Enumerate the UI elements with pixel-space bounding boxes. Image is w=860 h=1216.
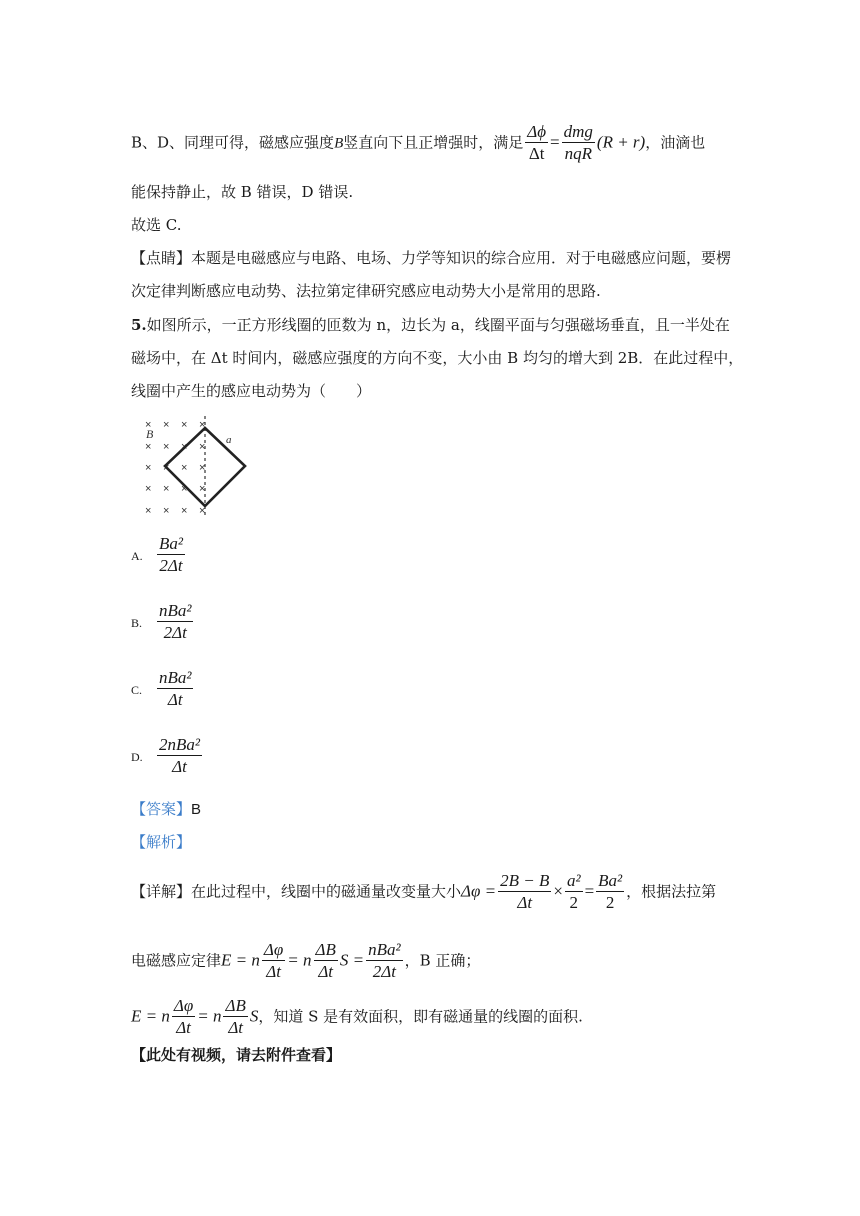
magnetic-field-figure bbox=[135, 414, 253, 520]
fraction-dphi-dt: $\frac{\Delta\phi}{\Delta t}$ bbox=[527, 122, 547, 163]
field-cross: × bbox=[199, 441, 206, 453]
field-cross: × bbox=[163, 483, 170, 495]
label-a: a bbox=[226, 434, 232, 446]
field-cross: × bbox=[181, 505, 188, 517]
analysis-label: 【解析】 bbox=[131, 833, 192, 851]
fraction-dphi-dt-2: $\frac{\Delta\varphi}{\Delta t}$ bbox=[263, 940, 284, 981]
question-number: 5. bbox=[131, 316, 147, 334]
fraction-Ba2-2: $\frac{\text{Ba²}}{2}$ bbox=[598, 871, 623, 912]
option-c-formula: $\frac{\text{nBa²}}{\Delta t}$ bbox=[159, 668, 192, 709]
comment-line1: 【点睛】本题是电磁感应与电路、电场、力学等知识的综合应用．对于电磁感应问题，要楞 bbox=[131, 249, 732, 267]
prev-solution-line2: 能保持静止，故 B 错误，D 错误. bbox=[131, 183, 354, 201]
field-cross: × bbox=[163, 419, 170, 431]
option-a[interactable]: A. $\frac{\text{Ba²}}{2\Delta t}$ bbox=[131, 534, 183, 575]
field-cross: × bbox=[163, 505, 170, 517]
field-cross: × bbox=[145, 419, 152, 431]
prev-solution-line1: B、D、同理可得，磁感应强度B竖直向下且正增强时，满足 $\frac{\Delta\phi}{\Delta t}$ = $\frac{\text{dmg}}{\text{nqR}}$ (R + r)，油滴也 bbox=[131, 122, 706, 163]
answer-label: 【答案】 bbox=[131, 800, 192, 818]
fraction-nBa2-2dt: $\frac{\text{nBa²}}{2\Delta t}$ bbox=[368, 940, 401, 981]
comment-line2: 次定律判断感应电动势、法拉第定律研究感应电动势大小是常用的思路. bbox=[131, 282, 601, 300]
option-d-formula: $\frac{\text{2nBa²}}{\Delta t}$ bbox=[159, 735, 200, 776]
answer-value: B bbox=[191, 801, 202, 818]
option-d[interactable]: D. $\frac{\text{2nBa²}}{\Delta t}$ bbox=[131, 735, 200, 776]
question-line2: 磁场中，在 Δt 时间内，磁感应强度的方向不变，大小由 B 均匀的增大到 2B．在此过程中， bbox=[131, 349, 744, 367]
field-cross: × bbox=[181, 441, 188, 453]
field-crosses bbox=[145, 419, 205, 517]
option-a-formula: $\frac{\text{Ba²}}{2\Delta t}$ bbox=[159, 534, 183, 575]
detail-line3: E = n $\frac{\Delta\varphi}{\Delta t}$ = n $\frac{\Delta B}{\Delta t}$ S，知道 S 是有效面积，即有磁通量的线圈的面积. bbox=[131, 996, 583, 1037]
fraction-dphi-dt-3: $\frac{\Delta\varphi}{\Delta t}$ bbox=[173, 996, 194, 1037]
detail-line2: 电磁感应定律E = n $\frac{\Delta\varphi}{\Delta t}$ = n $\frac{\Delta B}{\Delta t}$ S = $\frac{\text{nBa²}}{2\Delta t}$ ，B 正确； bbox=[131, 940, 481, 981]
question-line3: 线圈中产生的感应电动势为（ ） bbox=[131, 382, 372, 400]
field-cross: × bbox=[199, 483, 206, 495]
field-cross: × bbox=[145, 441, 152, 453]
field-cross: × bbox=[181, 483, 188, 495]
field-cross: × bbox=[181, 462, 188, 474]
label-B: B bbox=[146, 427, 154, 441]
video-note: 【此处有视频，请去附件查看】 bbox=[131, 1046, 342, 1064]
option-b-formula: $\frac{\text{nBa²}}{2\Delta t}$ bbox=[159, 601, 192, 642]
field-cross: × bbox=[199, 419, 206, 431]
field-cross: × bbox=[145, 505, 152, 517]
fraction-dB-dt-2: $\frac{\Delta B}{\Delta t}$ bbox=[225, 996, 246, 1037]
fraction-dmg-nqR: $\frac{\text{dmg}}{\text{nqR}}$ bbox=[563, 122, 593, 163]
field-cross: × bbox=[181, 419, 188, 431]
detail-line1: 【详解】在此过程中，线圈中的磁通量改变量大小Δφ = $\frac{2B - B}{\Delta t}$ × $\frac{\text{a²}}{2}$ = $\frac{\text{Ba²}}{2}$ ，根据法拉第 bbox=[131, 871, 717, 912]
option-c[interactable]: C. $\frac{\text{nBa²}}{\Delta t}$ bbox=[131, 668, 192, 709]
var-B: B bbox=[334, 135, 344, 152]
fraction-a2-2: $\frac{\text{a²}}{2}$ bbox=[566, 871, 581, 912]
field-cross: × bbox=[199, 505, 206, 517]
field-cross: × bbox=[199, 462, 206, 474]
answer-line bbox=[131, 799, 201, 820]
field-cross: × bbox=[145, 483, 152, 495]
field-cross: × bbox=[163, 441, 170, 453]
fraction-2B-minus-B: $\frac{2B - B}{\Delta t}$ bbox=[500, 871, 550, 912]
field-cross: × bbox=[163, 462, 170, 474]
option-b[interactable]: B. $\frac{\text{nBa²}}{2\Delta t}$ bbox=[131, 601, 192, 642]
prev-solution-line3: 故选 C. bbox=[131, 216, 182, 234]
paren-R-plus-r: (R + r) bbox=[596, 132, 646, 152]
fraction-dB-dt: $\frac{\Delta B}{\Delta t}$ bbox=[315, 940, 336, 981]
field-cross: × bbox=[145, 462, 152, 474]
question-line1: 5.如图所示，一正方形线圈的匝数为 n，边长为 a，线圈平面与匀强磁场垂直，且一半处在 bbox=[131, 316, 730, 334]
